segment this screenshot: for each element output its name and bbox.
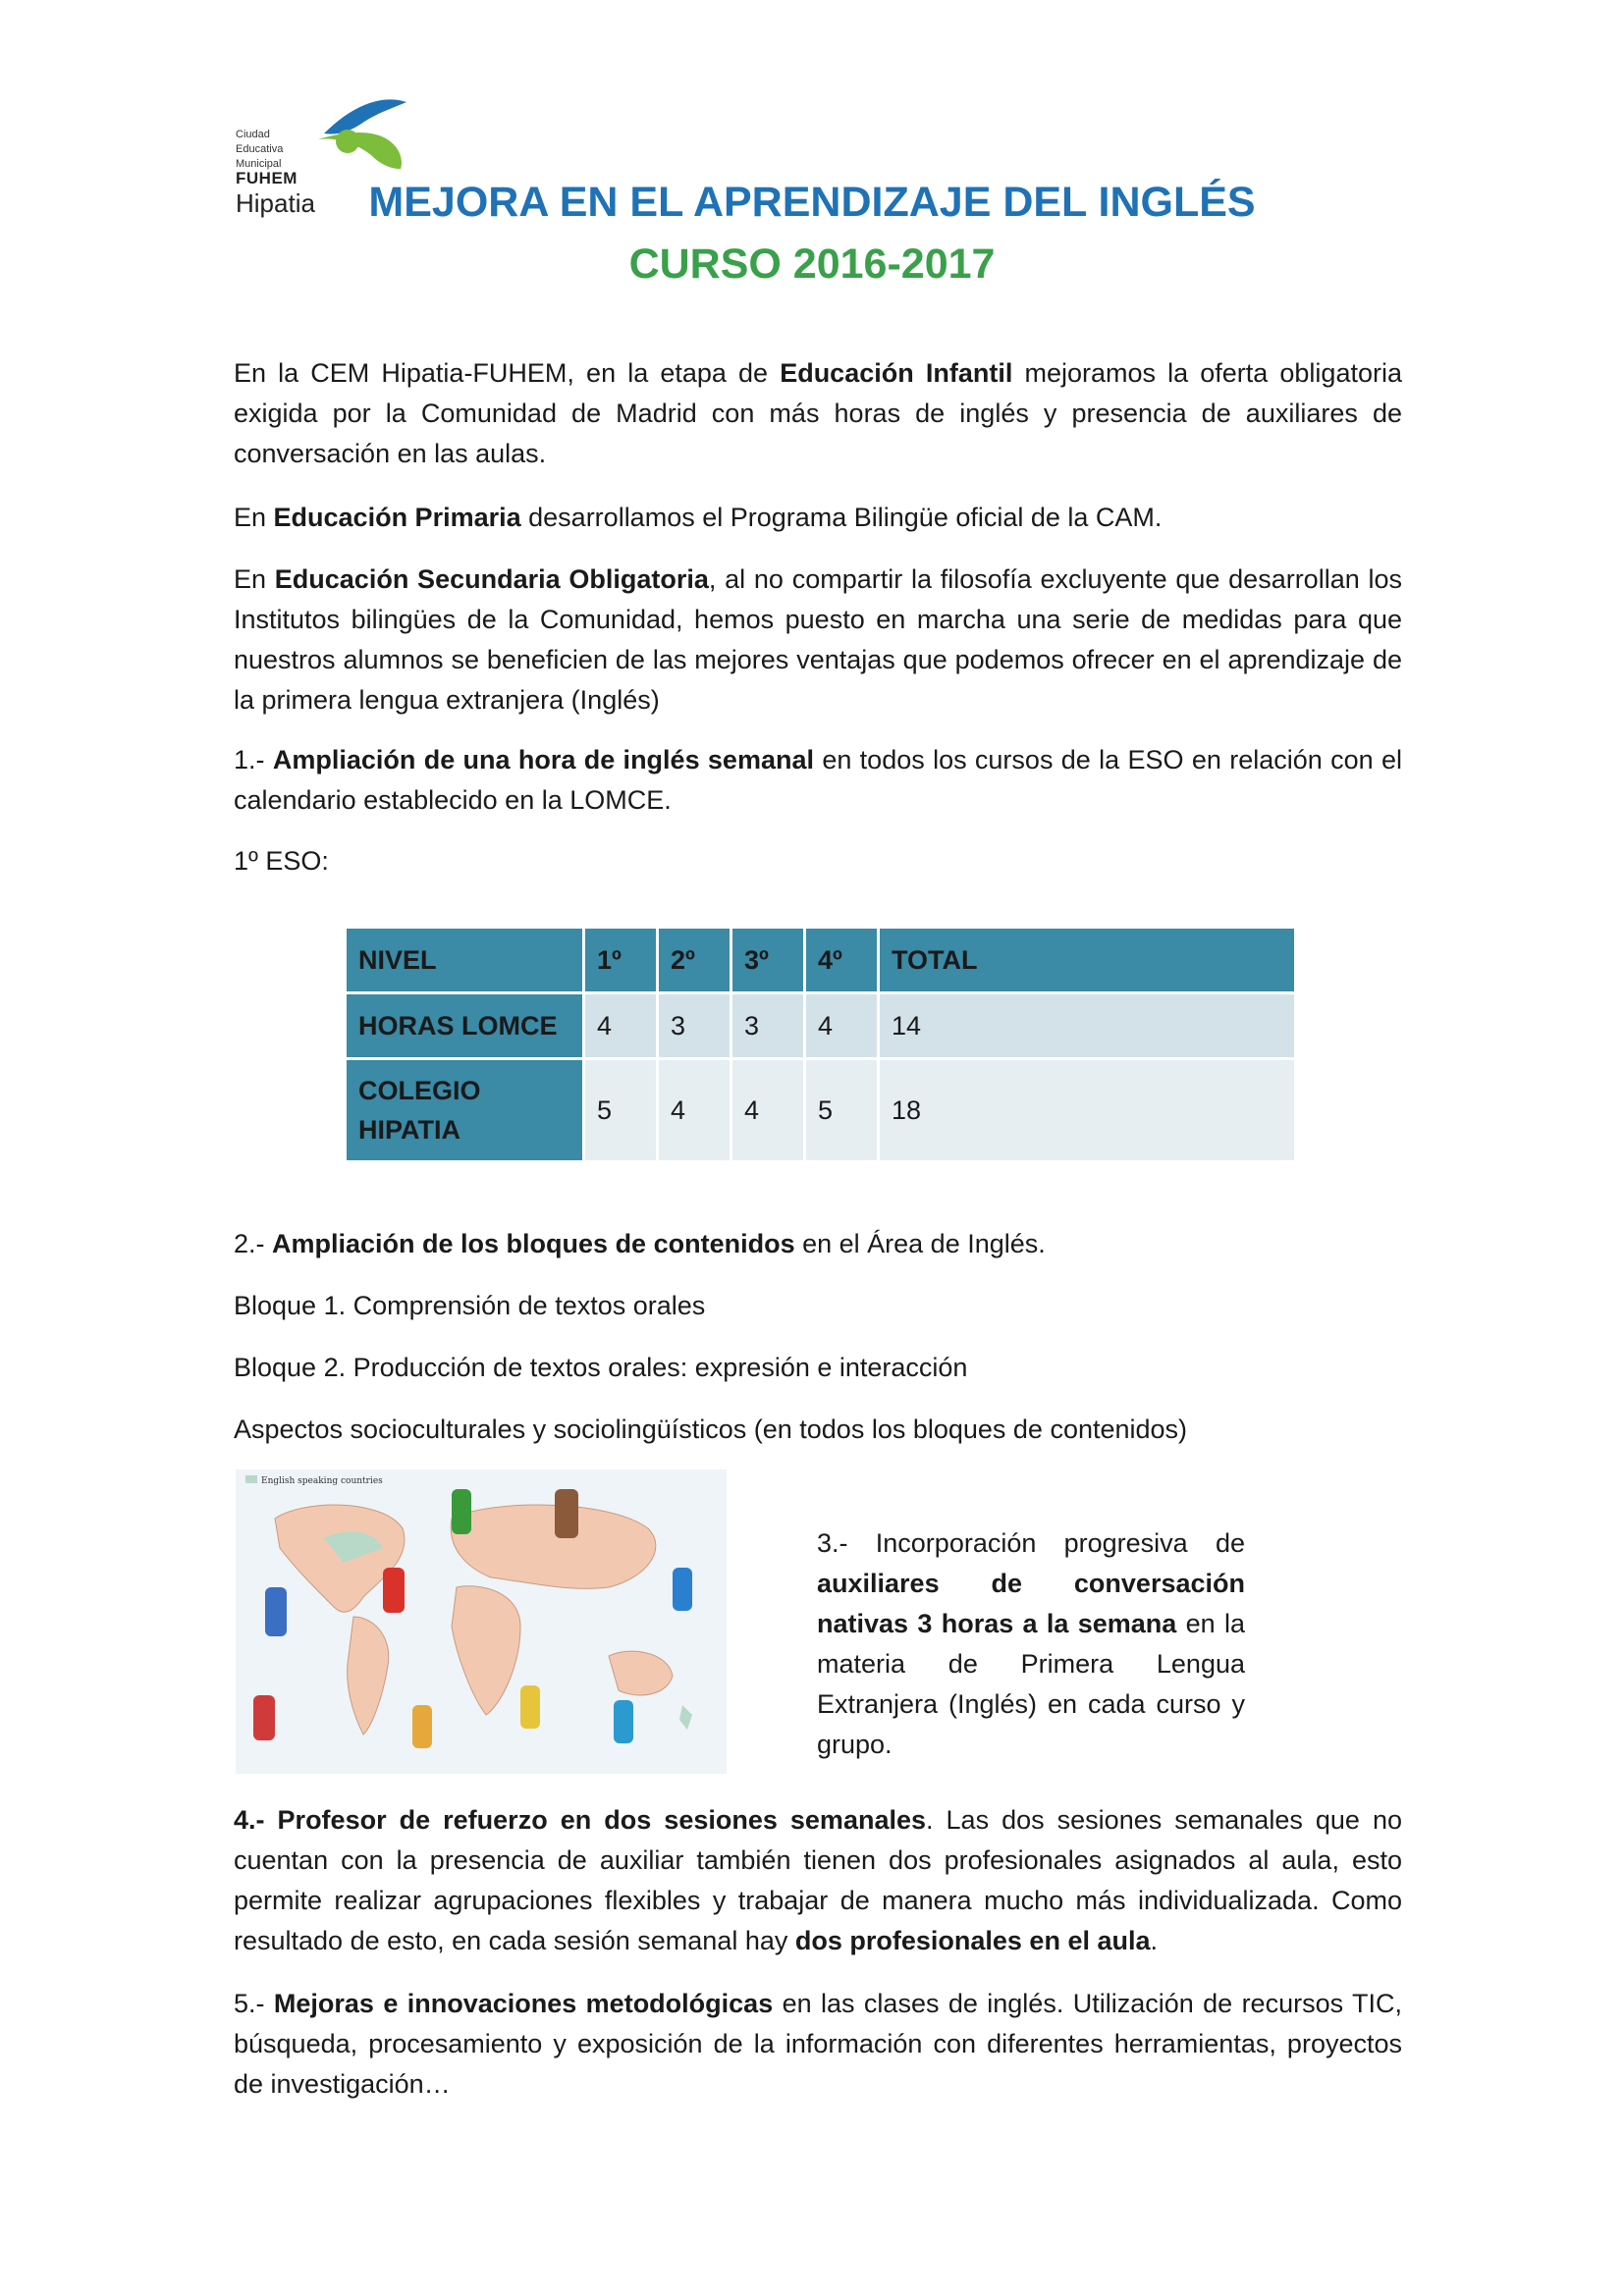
bold-text: Ampliación de una hora de inglés semanal <box>272 745 814 774</box>
table-cell: 18 <box>880 1060 1294 1160</box>
child-figure-icon <box>265 1587 287 1636</box>
table-cell: 5 <box>585 1060 656 1160</box>
text: en la materia de Primera Lengua Extranjera (Inglés) en cada curso y grupo. <box>817 1609 1245 1759</box>
child-figure-icon <box>452 1489 471 1534</box>
item-2 <box>234 1224 1402 1264</box>
text: . <box>1150 1926 1159 1955</box>
text: 1.- <box>234 745 273 774</box>
table-header-cell: 4º <box>806 929 877 991</box>
english-speaking-countries-map <box>236 1469 727 1774</box>
table-header-cell: 3º <box>732 929 803 991</box>
logo-brand: FUHEM <box>236 169 298 187</box>
child-figure-icon <box>555 1489 578 1538</box>
table-cell: 4 <box>732 1060 803 1160</box>
intro-primaria <box>234 498 1402 538</box>
table-cell: 3 <box>732 994 803 1057</box>
logo-leaf-icon <box>314 94 408 171</box>
bold-text: Educación Infantil <box>780 358 1013 388</box>
bold-text: Mejoras e innovaciones metodológicas <box>273 1989 774 2018</box>
table-cell: 14 <box>880 994 1294 1057</box>
table-header-cell: TOTAL <box>880 929 1294 991</box>
hours-table <box>344 926 1297 1163</box>
text: en el Área de Inglés. <box>794 1229 1046 1258</box>
intro-infantil <box>234 353 1402 474</box>
text: en todos los cursos de la ESO en relación con el calendario establecido en la LOMCE. <box>234 745 1402 815</box>
child-figure-icon <box>253 1695 275 1740</box>
bold-text: Educación Secundaria Obligatoria <box>274 564 709 594</box>
child-figure-icon <box>383 1568 405 1613</box>
table-cell: 3 <box>659 994 730 1057</box>
table-header-cell: NIVEL <box>347 929 582 991</box>
page-subtitle: CURSO 2016-2017 <box>628 240 996 288</box>
map-legend: English speaking countries <box>261 1476 383 1486</box>
bold-text: Educación Primaria <box>273 503 521 532</box>
child-figure-icon <box>412 1705 432 1748</box>
text: 2.- <box>234 1229 273 1258</box>
text: , al no compartir la filosofía excluyente que desarrollan los Institutos bilingües de la Comunidad, hemos puesto en marcha una serie de medidas para que nuestros alumnos se beneficien de las mejores ventajas que podemos ofrecer en el aprendizaje de la primera lengua extranjera (Inglés) <box>234 564 1402 715</box>
table-cell: 5 <box>806 1060 877 1160</box>
text: En la CEM Hipatia-FUHEM, en la etapa de <box>234 358 781 388</box>
bold-text: dos profesionales en el aula <box>794 1926 1151 1955</box>
eso-label: 1º ESO: <box>234 846 329 876</box>
item-1 <box>234 740 1402 821</box>
bloque-1: Bloque 1. Comprensión de textos orales <box>234 1291 706 1320</box>
bold-text: Ampliación de los bloques de contenidos <box>272 1229 795 1258</box>
logo-line2: Educativa <box>236 143 284 155</box>
text: en las clases de inglés. Utilización de recursos TIC, búsqueda, procesamiento y exposición de la información con diferentes herramientas, proyectos de investigación… <box>234 1989 1402 2099</box>
logo-name: Hipatia <box>236 188 315 218</box>
text: En <box>234 564 275 594</box>
text: 3.- Incorporación progresiva de <box>817 1528 1245 1558</box>
table-cell: 4 <box>585 994 656 1057</box>
world-map-illustration <box>236 1469 727 1774</box>
table-row <box>347 994 1294 1057</box>
bold-text: 4.- <box>234 1805 278 1835</box>
item-5 <box>234 1984 1402 2105</box>
table-cell: 4 <box>659 1060 730 1160</box>
table-cell: 4 <box>806 994 877 1057</box>
logo-caption <box>236 128 283 172</box>
text: desarrollamos el Programa Bilingüe oficial de la CAM. <box>520 503 1163 532</box>
table-row-label: COLEGIO HIPATIA <box>347 1060 582 1160</box>
text: 5.- <box>234 1989 274 2018</box>
table-header-cell: 2º <box>659 929 730 991</box>
intro-secundaria <box>234 560 1402 721</box>
table-header-row <box>347 929 1294 991</box>
text: En <box>234 503 274 532</box>
table-row <box>347 1060 1294 1160</box>
aspectos-socioculturales: Aspectos socioculturales y sociolingüísticos (en todos los bloques de contenidos) <box>234 1415 1188 1444</box>
child-figure-icon <box>520 1685 540 1729</box>
item-4 <box>234 1800 1402 1961</box>
item-3 <box>817 1523 1245 1765</box>
text: . Las dos sesiones semanales que no cuentan con la presencia de auxiliar también tienen dos profesionales asignados al aula, esto permite realizar agrupaciones flexibles y trabajar de manera mucho más individualizada. Como resultado de esto, en cada sesión semanal hay <box>234 1805 1402 1955</box>
table-header-cell: 1º <box>585 929 656 991</box>
bloque-2: Bloque 2. Producción de textos orales: expresión e interacción <box>234 1353 968 1382</box>
page-title: MEJORA EN EL APRENDIZAJE DEL INGLÉS <box>368 179 1256 226</box>
logo-line3: Municipal <box>236 158 282 170</box>
child-figure-icon <box>673 1568 692 1611</box>
logo-line1: Ciudad <box>236 129 270 140</box>
text: mejoramos la oferta obligatoria exigida por la Comunidad de Madrid con más horas de inglés y presencia de auxiliares de conversación en las aulas. <box>234 358 1402 468</box>
table-row-label: HORAS LOMCE <box>347 994 582 1057</box>
bold-text: auxiliares de conversación nativas 3 horas a la semana <box>817 1569 1245 1638</box>
child-figure-icon <box>614 1700 633 1743</box>
bold-text: Profesor de refuerzo en dos sesiones semanales <box>277 1805 926 1835</box>
